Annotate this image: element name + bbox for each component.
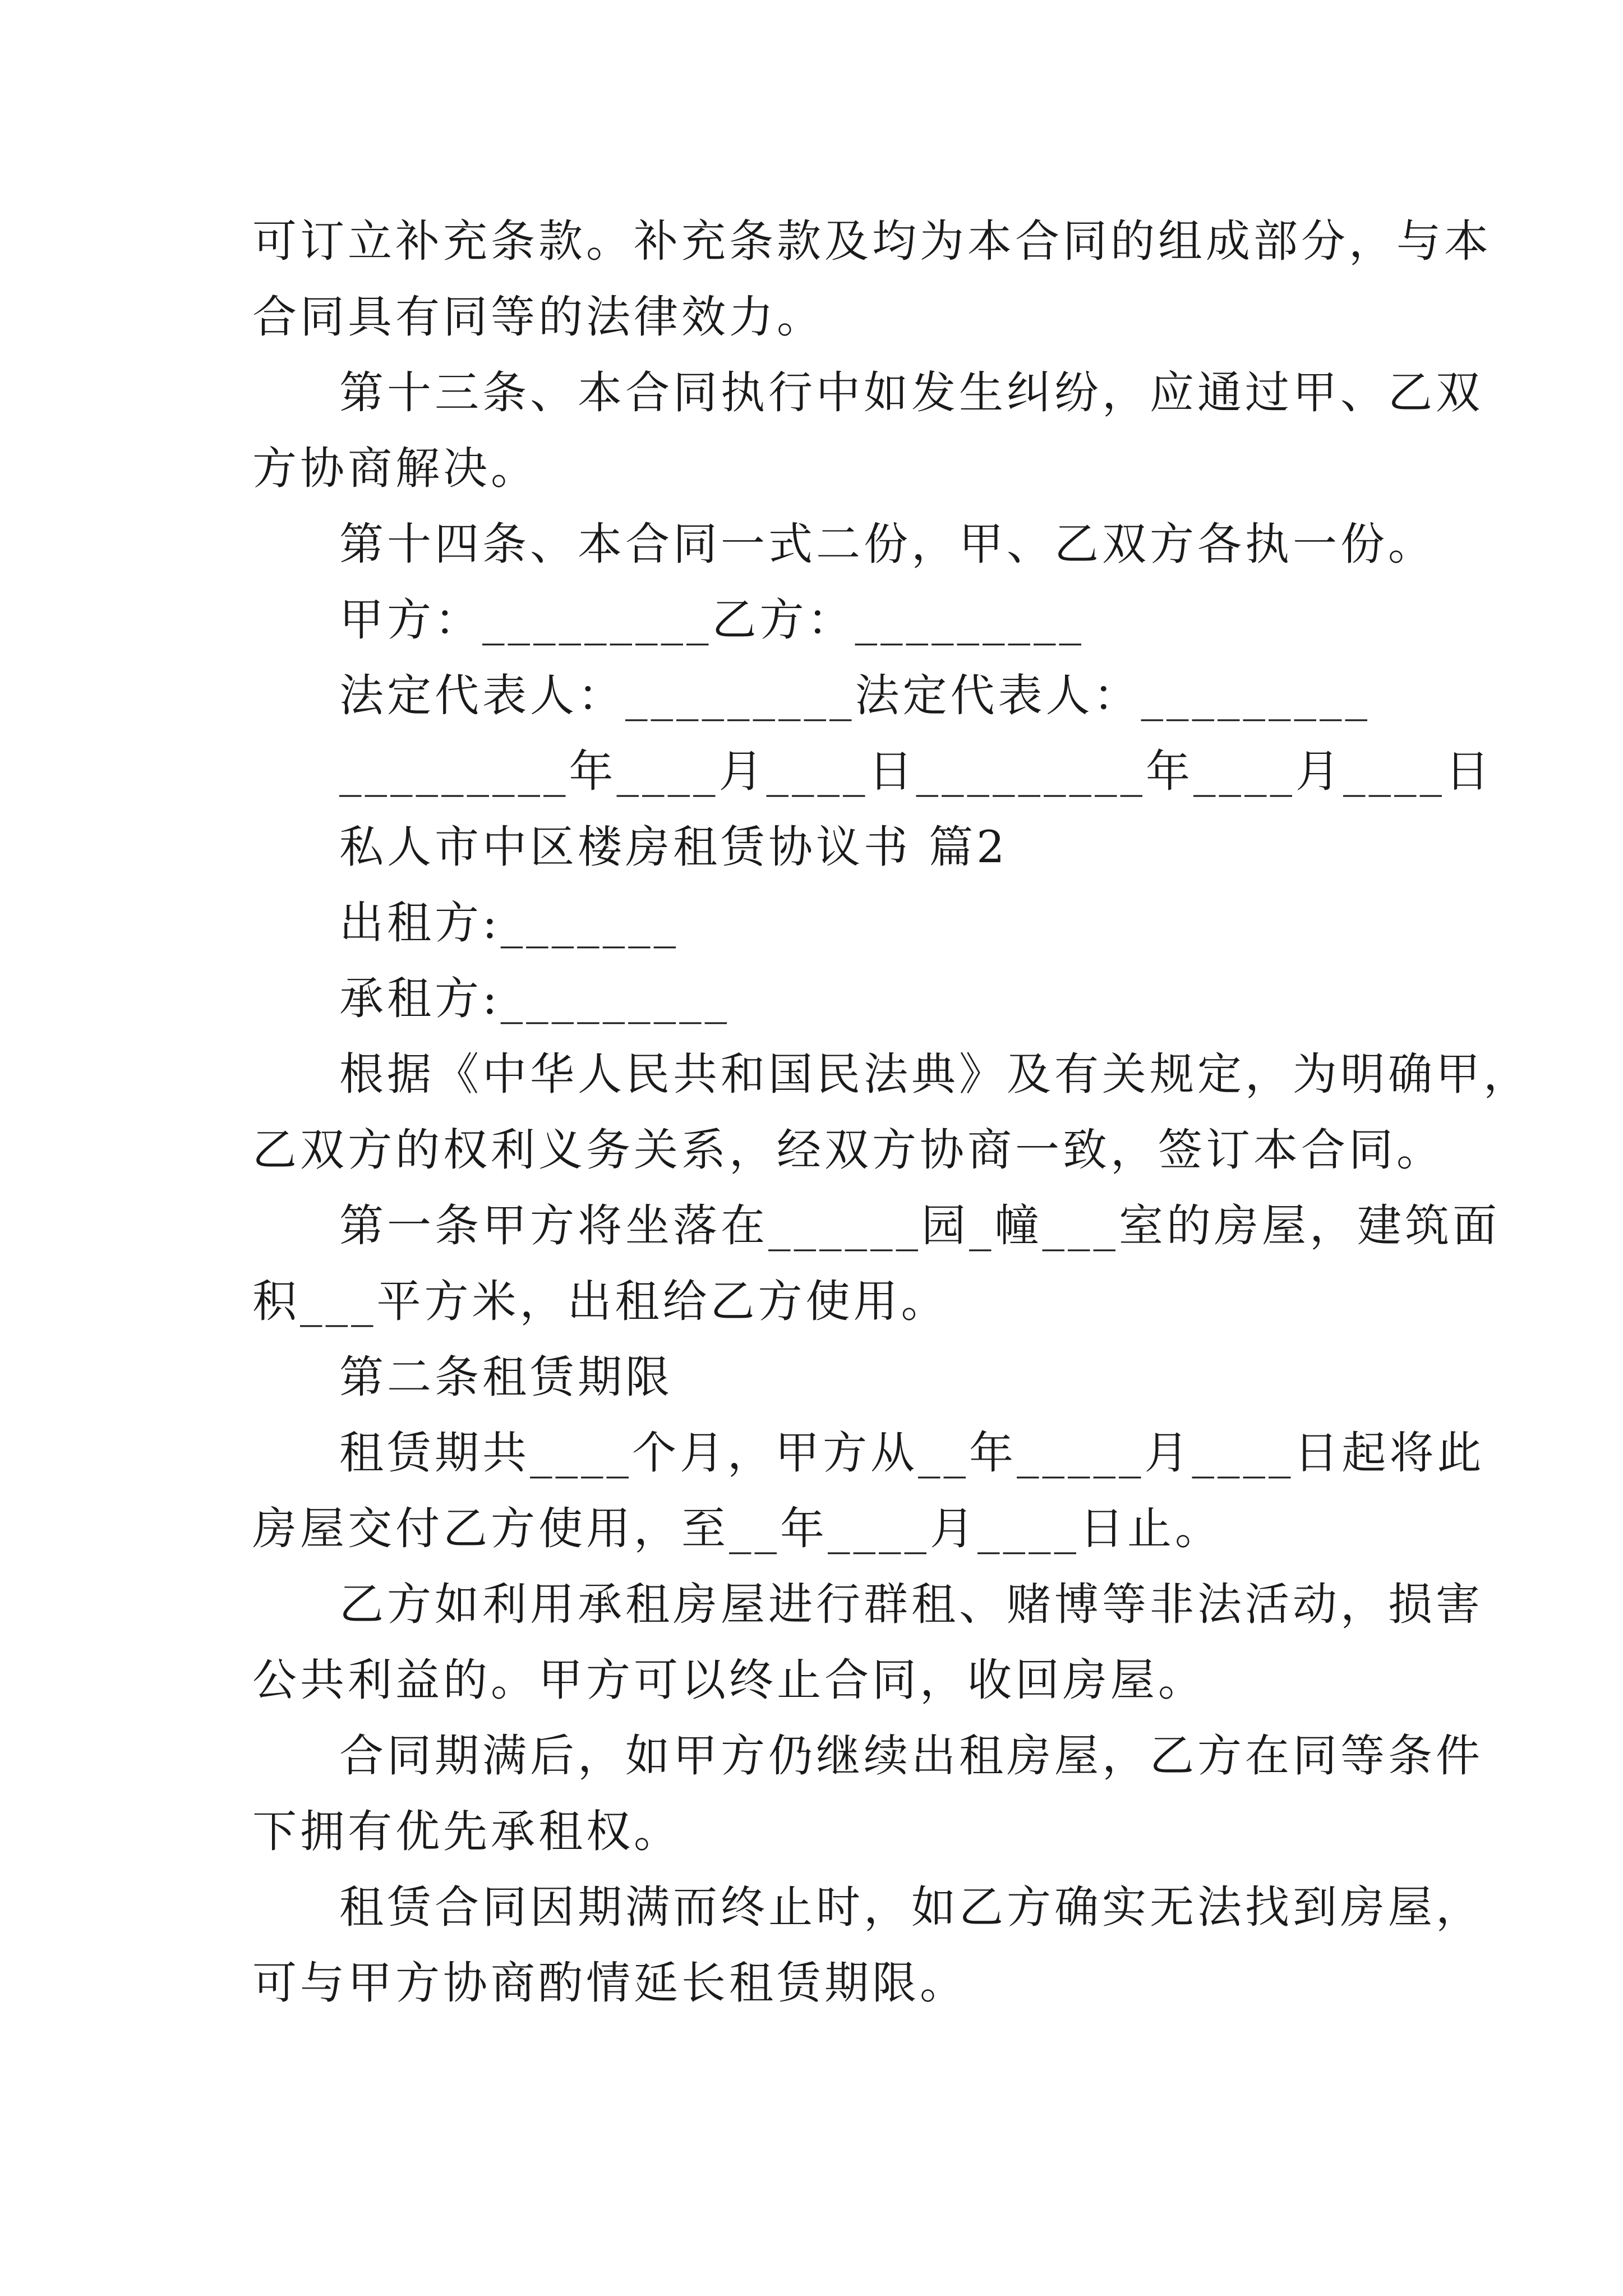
text-line: 下拥有优先承租权。	[252, 1806, 681, 1857]
signature-line-parties: 甲方：_________乙方：_________	[339, 594, 1085, 646]
section-title: 私人市中区楼房租赁协议书 篇2	[339, 821, 1008, 873]
text-line: 根据《中华人民共和国民法典》及有关规定，为明确甲，	[339, 1048, 1531, 1100]
lessee-field: 承租方:_________	[339, 973, 731, 1024]
signature-line-dates: _________年____月____日_________年____月____日	[339, 746, 1493, 797]
text-line: 积___平方米，出租给乙方使用。	[252, 1276, 949, 1327]
text-line: 可订立补充条款。补充条款及均为本合同的组成部分，与本	[252, 215, 1492, 267]
text-line: 乙双方的权利义务关系，经双方协商一致，签订本合同。	[252, 1124, 1444, 1176]
text-line: 第十四条、本合同一式二份，甲、乙双方各执一份。	[339, 518, 1436, 570]
text-line: 合同期满后，如甲方仍继续出租房屋，乙方在同等条件	[339, 1730, 1483, 1782]
text-line: 第一条甲方将坐落在______园_幢___室的房屋，建筑面	[339, 1200, 1500, 1251]
text-line: 租赁期共____个月，甲方从__年_____月____日起将此	[339, 1427, 1485, 1479]
article-heading: 第二条租赁期限	[339, 1351, 673, 1403]
text-line: 房屋交付乙方使用，至__年____月____日止。	[252, 1503, 1223, 1554]
text-line: 公共利益的。甲方可以终止合同，收回房屋。	[252, 1654, 1206, 1706]
text-line: 乙方如利用承租房屋进行群租、赌博等非法活动，损害	[339, 1579, 1483, 1630]
text-line: 可与甲方协商酌情延长租赁期限。	[252, 1957, 967, 2009]
text-line: 合同具有同等的法律效力。	[252, 291, 824, 343]
lessor-field: 出租方:_______	[339, 897, 680, 949]
signature-line-representatives: 法定代表人：_________法定代表人：_________	[339, 670, 1371, 721]
text-line: 第十三条、本合同执行中如发生纠纷，应通过甲、乙双	[339, 367, 1483, 418]
text-line: 方协商解决。	[252, 443, 538, 494]
text-line: 租赁合同因期满而终止时，如乙方确实无法找到房屋，	[339, 1881, 1483, 1933]
